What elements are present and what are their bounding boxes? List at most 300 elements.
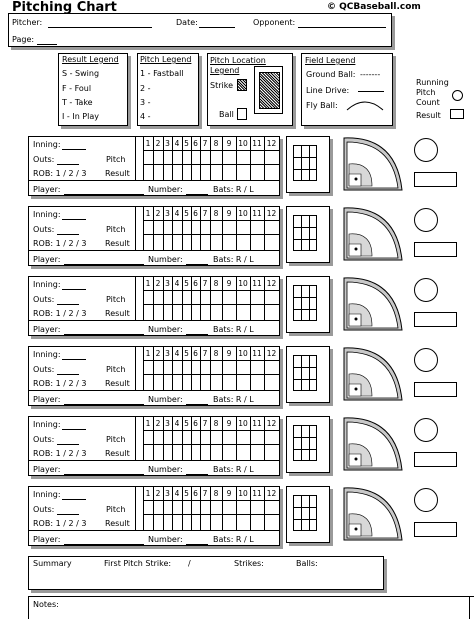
result-cell[interactable] (173, 305, 182, 318)
pitch-column-number: 2 (155, 279, 161, 288)
bats-label: Bats: R / L (213, 465, 254, 474)
pitch-column-number: 7 (202, 139, 208, 148)
result-cell[interactable] (251, 375, 264, 388)
result-cell[interactable] (251, 235, 264, 248)
result-cell[interactable] (192, 515, 200, 528)
inning-label: Inning: (33, 350, 61, 359)
pitch-row-label: Pitch (106, 365, 126, 374)
pitch-cell[interactable] (192, 431, 200, 444)
pitch-column-number: 1 (145, 279, 151, 288)
player-field[interactable] (64, 194, 144, 195)
pitch-cell[interactable] (183, 361, 191, 374)
result-cell[interactable] (192, 165, 200, 178)
inning-label: Inning: (33, 210, 61, 219)
result-cell[interactable] (211, 165, 222, 178)
pitch-cell[interactable] (164, 291, 172, 304)
result-cell[interactable] (223, 515, 236, 528)
result-row-label: Result (105, 239, 130, 248)
pitch-column-number: 9 (226, 209, 232, 218)
player-label: Player: (33, 395, 61, 404)
result-cell[interactable] (201, 235, 210, 248)
pitch-count-circle[interactable] (414, 208, 438, 232)
running-result-box-icon (450, 109, 464, 119)
pitch-cell[interactable] (211, 291, 222, 304)
pitch-cell[interactable] (192, 151, 200, 164)
result-row-label: Result (105, 449, 130, 458)
pitch-column-number: 5 (184, 139, 189, 148)
header-box (8, 13, 392, 47)
result-cell[interactable] (154, 305, 163, 318)
result-cell[interactable] (211, 375, 222, 388)
number-field[interactable] (186, 264, 208, 265)
result-cell[interactable] (164, 515, 172, 528)
pitch-cell[interactable] (173, 151, 182, 164)
pitch-cell[interactable] (237, 151, 250, 164)
pitch-count-circle[interactable] (414, 278, 438, 302)
pitcher-label: Pitcher: (12, 18, 43, 27)
pitch-cell[interactable] (164, 151, 172, 164)
pitch-cell[interactable] (173, 291, 182, 304)
strike-zone-grid-icon (293, 145, 317, 181)
running-count-label: Running Pitch Count (416, 78, 449, 107)
result-box[interactable] (414, 242, 457, 257)
pitch-cell[interactable] (265, 221, 279, 234)
outs-field[interactable] (57, 374, 79, 375)
result-cell[interactable] (154, 515, 163, 528)
at-bat-block (0, 486, 474, 552)
inning-label: Inning: (33, 280, 61, 289)
pitch-legend-title: Pitch Legend (140, 55, 192, 64)
result-cell[interactable] (164, 235, 172, 248)
pitch-column-number: 5 (184, 489, 189, 498)
pitch-count-circle[interactable] (414, 138, 438, 162)
notes-right-edge (469, 596, 470, 619)
result-cell[interactable] (237, 305, 250, 318)
ball-swatch-icon (237, 108, 247, 120)
baseball-field-icon[interactable] (336, 484, 406, 546)
pitch-column-number: 3 (165, 139, 170, 148)
strikes-label: Strikes: (234, 559, 264, 568)
pitch-column-number: 9 (226, 419, 232, 428)
rob-label: ROB: 1 / 2 / 3 (33, 449, 87, 458)
inning-field[interactable] (62, 499, 86, 500)
player-label: Player: (33, 255, 61, 264)
inning-field[interactable] (62, 359, 86, 360)
inning-label: Inning: (33, 140, 61, 149)
result-cell[interactable] (192, 305, 200, 318)
pitch-column-number: 12 (266, 349, 277, 358)
pitch-column-number: 6 (193, 489, 198, 498)
pitch-cell[interactable] (201, 501, 210, 514)
player-field[interactable] (64, 544, 144, 545)
pitch-column-number: 1 (145, 209, 151, 218)
result-legend-item: T - Take (62, 98, 93, 107)
result-cell[interactable] (265, 515, 279, 528)
grid-col-line (135, 206, 136, 250)
pitch-column-number: 10 (238, 489, 248, 498)
pitch-column-number: 11 (252, 419, 262, 428)
pitch-column-number: 8 (213, 489, 219, 498)
result-cell[interactable] (144, 165, 153, 178)
result-cell[interactable] (237, 235, 250, 248)
number-field[interactable] (186, 194, 208, 195)
result-cell[interactable] (144, 305, 153, 318)
pitch-column-number: 7 (202, 209, 208, 218)
pitch-cell[interactable] (251, 291, 264, 304)
player-field[interactable] (64, 474, 144, 475)
pitch-cell[interactable] (144, 291, 153, 304)
result-cell[interactable] (237, 515, 250, 528)
page-field[interactable] (37, 44, 57, 45)
pitch-column-number: 7 (202, 419, 208, 428)
pitch-cell[interactable] (173, 431, 182, 444)
date-field[interactable] (199, 27, 235, 28)
inning-field[interactable] (62, 219, 86, 220)
pitch-cell[interactable] (201, 221, 210, 234)
bats-label: Bats: R / L (213, 395, 254, 404)
result-legend-title: Result Legend (62, 55, 119, 64)
outs-field[interactable] (57, 234, 79, 235)
pitch-cell[interactable] (201, 291, 210, 304)
location-legend-title: Pitch Location Legend (210, 56, 266, 75)
pitch-column-number: 3 (165, 209, 170, 218)
pitch-column-number: 4 (174, 349, 180, 358)
pitch-column-number: 10 (238, 419, 248, 428)
result-cell[interactable] (164, 375, 172, 388)
result-cell[interactable] (201, 165, 210, 178)
result-cell[interactable] (265, 305, 279, 318)
pitch-cell[interactable] (173, 501, 182, 514)
outs-label: Outs: (33, 295, 55, 304)
date-label: Date: (176, 18, 198, 27)
result-cell[interactable] (173, 515, 182, 528)
grid-col-line (135, 346, 136, 390)
pitch-legend-item: 4 - (140, 112, 151, 121)
result-cell[interactable] (183, 305, 191, 318)
pitch-cell[interactable] (183, 221, 191, 234)
result-cell[interactable] (223, 165, 236, 178)
result-cell[interactable] (154, 165, 163, 178)
result-cell[interactable] (211, 235, 222, 248)
pitch-cell[interactable] (237, 361, 250, 374)
pitch-column-number: 7 (202, 489, 208, 498)
pitch-cell[interactable] (223, 151, 236, 164)
result-cell[interactable] (164, 165, 172, 178)
outs-field[interactable] (57, 304, 79, 305)
pitch-cell[interactable] (211, 151, 222, 164)
inning-field[interactable] (62, 429, 86, 430)
number-label: Number: (148, 185, 183, 194)
pitch-cell[interactable] (154, 291, 163, 304)
pitch-cell[interactable] (265, 501, 279, 514)
player-field[interactable] (64, 404, 144, 405)
result-cell[interactable] (183, 515, 191, 528)
pitch-column-number: 2 (155, 209, 161, 218)
player-field[interactable] (64, 334, 144, 335)
opponent-field[interactable] (298, 27, 386, 28)
pitch-cell[interactable] (144, 221, 153, 234)
pitch-cell[interactable] (265, 431, 279, 444)
pitch-column-number: 4 (174, 279, 180, 288)
pitch-column-number: 6 (193, 139, 198, 148)
pitch-count-circle[interactable] (414, 488, 438, 512)
result-cell[interactable] (201, 305, 210, 318)
result-cell[interactable] (192, 375, 200, 388)
pitch-cell[interactable] (164, 221, 172, 234)
result-cell[interactable] (211, 445, 222, 458)
pitch-cell[interactable] (192, 361, 200, 374)
pitch-column-number: 9 (226, 489, 232, 498)
pitch-column-number: 4 (174, 209, 180, 218)
notes-box[interactable] (28, 596, 474, 619)
pitch-cell[interactable] (237, 501, 250, 514)
result-cell[interactable] (223, 445, 236, 458)
pitch-count-circle[interactable] (414, 348, 438, 372)
bats-label: Bats: R / L (213, 185, 254, 194)
result-cell[interactable] (265, 445, 279, 458)
outs-field[interactable] (57, 514, 79, 515)
result-cell[interactable] (237, 375, 250, 388)
grid-col-line (279, 136, 280, 180)
result-cell[interactable] (144, 445, 153, 458)
result-cell[interactable] (265, 235, 279, 248)
result-box[interactable] (414, 522, 457, 537)
pitch-cell[interactable] (223, 431, 236, 444)
result-cell[interactable] (164, 305, 172, 318)
result-cell[interactable] (265, 375, 279, 388)
baseball-field-icon[interactable] (336, 344, 406, 406)
pitch-cell[interactable] (251, 431, 264, 444)
result-cell[interactable] (164, 445, 172, 458)
pitch-column-number: 4 (174, 139, 180, 148)
number-field[interactable] (186, 334, 208, 335)
outs-field[interactable] (57, 444, 79, 445)
pitch-cell[interactable] (223, 501, 236, 514)
outs-label: Outs: (33, 225, 55, 234)
pitch-cell[interactable] (144, 151, 153, 164)
pitch-cell[interactable] (223, 361, 236, 374)
result-cell[interactable] (251, 305, 264, 318)
pitch-cell[interactable] (173, 361, 182, 374)
pitch-cell[interactable] (144, 431, 153, 444)
result-cell[interactable] (183, 375, 191, 388)
at-bat-block (0, 416, 474, 482)
result-cell[interactable] (183, 235, 191, 248)
bats-label: Bats: R / L (213, 325, 254, 334)
line-drive-label: Line Drive: (306, 86, 350, 95)
pitch-cell[interactable] (183, 291, 191, 304)
bats-label: Bats: R / L (213, 535, 254, 544)
pitch-cell[interactable] (223, 221, 236, 234)
pitch-cell[interactable] (211, 431, 222, 444)
pitch-cell[interactable] (265, 361, 279, 374)
result-cell[interactable] (192, 445, 200, 458)
running-result-label: Result (416, 111, 441, 120)
pitch-column-number: 12 (266, 139, 277, 148)
pitch-cell[interactable] (237, 221, 250, 234)
pitch-column-number: 12 (266, 279, 277, 288)
inning-field[interactable] (62, 289, 86, 290)
number-field[interactable] (186, 544, 208, 545)
result-box[interactable] (414, 172, 457, 187)
result-cell[interactable] (251, 515, 264, 528)
result-cell[interactable] (173, 445, 182, 458)
result-cell[interactable] (265, 165, 279, 178)
summary-box (28, 556, 384, 590)
baseball-field-icon[interactable] (336, 414, 406, 476)
result-cell[interactable] (211, 305, 222, 318)
number-label: Number: (148, 395, 183, 404)
grid-row-line (28, 460, 280, 461)
pitch-column-number: 3 (165, 489, 170, 498)
pitch-cell[interactable] (192, 501, 200, 514)
result-cell[interactable] (223, 235, 236, 248)
result-cell[interactable] (173, 235, 182, 248)
inning-field[interactable] (62, 149, 86, 150)
result-cell[interactable] (183, 165, 191, 178)
result-cell[interactable] (154, 445, 163, 458)
pitch-cell[interactable] (265, 291, 279, 304)
pitch-cell[interactable] (183, 431, 191, 444)
result-cell[interactable] (223, 305, 236, 318)
result-row-label: Result (105, 379, 130, 388)
pitch-cell[interactable] (183, 501, 191, 514)
pitch-row-label: Pitch (106, 155, 126, 164)
pitch-cell[interactable] (154, 361, 163, 374)
pitch-column-number: 10 (238, 139, 248, 148)
at-bat-block (0, 136, 474, 202)
pitch-cell[interactable] (144, 501, 153, 514)
grid-row-line (28, 320, 280, 321)
grid-row-line (28, 530, 280, 531)
pitch-cell[interactable] (192, 291, 200, 304)
pitch-cell[interactable] (164, 431, 172, 444)
grid-col-line (279, 486, 280, 530)
strike-zone-icon (254, 66, 283, 114)
result-box[interactable] (414, 382, 457, 397)
page-label: Page: (12, 35, 35, 44)
pitch-count-circle[interactable] (414, 418, 438, 442)
pitch-column-number: 5 (184, 209, 189, 218)
rob-label: ROB: 1 / 2 / 3 (33, 169, 87, 178)
fly-ball-label: Fly Ball: (306, 101, 338, 110)
at-bat-block (0, 346, 474, 412)
result-box[interactable] (414, 452, 457, 467)
pitch-cell[interactable] (251, 501, 264, 514)
result-box[interactable] (414, 312, 457, 327)
pitch-cell[interactable] (173, 221, 182, 234)
outs-label: Outs: (33, 435, 55, 444)
pitch-cell[interactable] (211, 221, 222, 234)
result-cell[interactable] (237, 445, 250, 458)
result-cell[interactable] (144, 235, 153, 248)
baseball-field-icon[interactable] (336, 204, 406, 266)
grid-row-line (28, 180, 280, 181)
pitch-cell[interactable] (154, 501, 163, 514)
rob-label: ROB: 1 / 2 / 3 (33, 379, 87, 388)
pitch-cell[interactable] (201, 151, 210, 164)
number-field[interactable] (186, 404, 208, 405)
result-cell[interactable] (251, 445, 264, 458)
pitch-cell[interactable] (154, 151, 163, 164)
pitch-column-number: 6 (193, 209, 198, 218)
strike-swatch-icon (237, 79, 247, 91)
result-cell[interactable] (251, 165, 264, 178)
pitch-cell[interactable] (192, 221, 200, 234)
pitch-cell[interactable] (223, 291, 236, 304)
pitch-cell[interactable] (265, 151, 279, 164)
result-cell[interactable] (237, 165, 250, 178)
pitch-cell[interactable] (183, 151, 191, 164)
result-cell[interactable] (201, 375, 210, 388)
pitch-cell[interactable] (237, 431, 250, 444)
result-cell[interactable] (173, 165, 182, 178)
pitch-column-number: 12 (266, 489, 277, 498)
result-cell[interactable] (201, 445, 210, 458)
pitcher-field[interactable] (48, 27, 152, 28)
pitch-column-number: 8 (213, 349, 219, 358)
outs-label: Outs: (33, 505, 55, 514)
pitch-cell[interactable] (154, 221, 163, 234)
result-row-label: Result (105, 309, 130, 318)
pitch-column-number: 9 (226, 139, 232, 148)
balls-label: Balls: (296, 559, 318, 568)
result-cell[interactable] (144, 515, 153, 528)
pitch-column-number: 11 (252, 209, 262, 218)
summary-label: Summary (33, 559, 72, 568)
pitch-cell[interactable] (164, 361, 172, 374)
pitch-column-number: 5 (184, 279, 189, 288)
first-pitch-strike-label: First Pitch Strike: (104, 559, 172, 568)
player-field[interactable] (64, 264, 144, 265)
grid-col-line (279, 206, 280, 250)
pitch-column-number: 11 (252, 349, 262, 358)
result-cell[interactable] (144, 375, 153, 388)
baseball-field-icon[interactable] (336, 274, 406, 336)
result-cell[interactable] (154, 235, 163, 248)
pitch-cell[interactable] (144, 361, 153, 374)
pitch-column-number: 1 (145, 489, 151, 498)
pitch-legend-item: 1 - Fastball (140, 69, 184, 78)
pitch-cell[interactable] (211, 361, 222, 374)
pitch-column-number: 2 (155, 139, 161, 148)
outs-field[interactable] (57, 164, 79, 165)
result-cell[interactable] (192, 235, 200, 248)
pitch-cell[interactable] (251, 151, 264, 164)
pitch-cell[interactable] (251, 361, 264, 374)
pitch-cell[interactable] (154, 431, 163, 444)
pitch-cell[interactable] (201, 361, 210, 374)
result-legend-item: F - Foul (62, 84, 92, 93)
pitch-cell[interactable] (201, 431, 210, 444)
baseball-field-icon[interactable] (336, 134, 406, 196)
grid-col-line (279, 276, 280, 320)
pitch-cell[interactable] (211, 501, 222, 514)
pitch-cell[interactable] (237, 291, 250, 304)
pitch-column-number: 6 (193, 279, 198, 288)
grid-col-line (279, 416, 280, 460)
ground-ball-symbol: ------- (360, 70, 381, 79)
result-cell[interactable] (201, 515, 210, 528)
result-cell[interactable] (211, 515, 222, 528)
pitch-cell[interactable] (251, 221, 264, 234)
result-cell[interactable] (154, 375, 163, 388)
result-cell[interactable] (183, 445, 191, 458)
number-field[interactable] (186, 474, 208, 475)
result-cell[interactable] (173, 375, 182, 388)
result-cell[interactable] (223, 375, 236, 388)
pitch-cell[interactable] (164, 501, 172, 514)
